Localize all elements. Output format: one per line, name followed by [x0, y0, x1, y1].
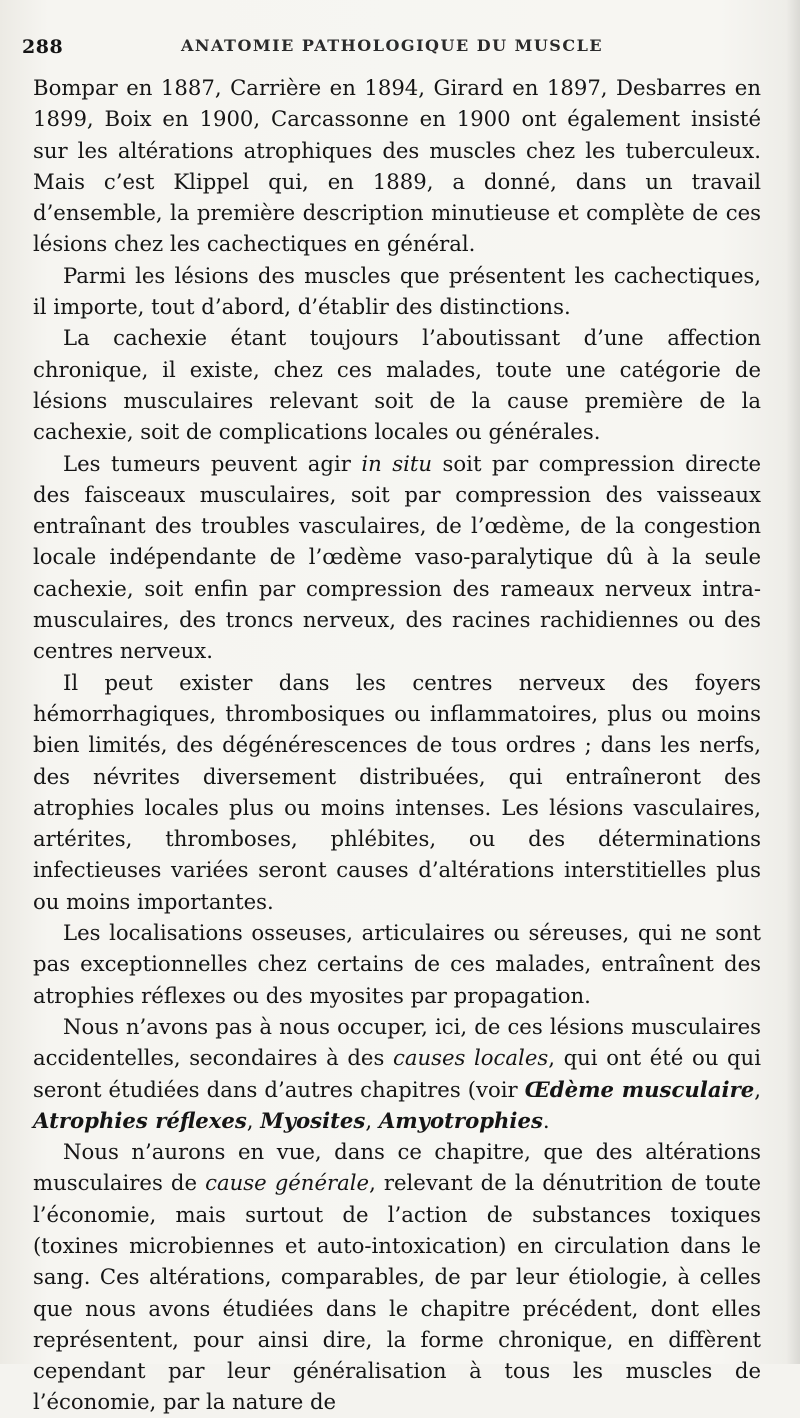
text-run: Nous n’avons pas à nous occuper, ici, de ces lésions musculaires accidentelles, secondaires à des [33, 1013, 761, 1071]
text-run: Bompar en 1887, Carrière en 1894, Girard en 1897, Desbarres en 1899, Boix en 1900, Carcassonne en 1900 ont également insisté sur les altérations atrophiques des muscles chez les tuberculeux. Mais c’est Klippel qui, en 1889, a donné, dans un travail d’ensemble, la première description minutieuse et complète de ces lésions chez les cachectiques en général. [33, 75, 761, 257]
text-run: Nous n’aurons en vue, dans ce chapitre, que des altérations musculaires de [33, 1139, 761, 1196]
text-run: soit par compression directe des faisceaux musculaires, soit par compression des vaisseaux entraînant des troubles vasculaires, de l’œdème, de la congestion locale indépendante de l’œdème vaso-paralytique dû à la seule cachexie, soit enfin par compression des rameaux nerveux intra-musculaires, des troncs nerveux, des racines rachidiennes ou des centres nerveux. [33, 450, 762, 664]
paragraph [33, 1011, 761, 1136]
page-header [22, 28, 762, 58]
text-run: Les tumeurs peuvent agir [63, 450, 362, 476]
body-text [33, 72, 761, 1418]
text-run: . [542, 1107, 550, 1133]
italic-text: Amyotrophies [378, 1107, 543, 1133]
running-title: ANATOMIE PATHOLOGIQUE DU MUSCLE [180, 36, 604, 55]
italic-text: Myosites [260, 1107, 366, 1133]
text-run: , qui ont été ou qui seront étudiées dans d’autres chapitres (voir [33, 1045, 761, 1102]
paragraph [33, 1136, 761, 1418]
text-run: Les localisations osseuses, articulaires ou séreuses, qui ne sont pas exceptionnelles chez certains de ces malades, entraînent des atrophies réflexes ou des myosites par propagation. [33, 920, 761, 1008]
text-run: , [365, 1107, 379, 1133]
text-run: , relevant de la dénutrition de toute l’économie, mais surtout de l’action de substances toxiques (toxines microbiennes et auto-intoxication) en circulation dans le sang. Ces altérations, comparables, de par leur étiologie, à celles que nous avons étudiées dans le chapitre précédent, dont elles représentent, pour ainsi dire, la forme chronique, en diffèrent cependant par leur généralisation à tous les muscles de l’économie, par la nature de [33, 1170, 761, 1415]
paragraph [33, 72, 761, 260]
italic-text: in situ [361, 450, 433, 476]
paragraph [33, 448, 761, 667]
text-run: La cachexie étant toujours l’aboutissant d’une affection chronique, il existe, chez ces malades, toute une catégorie de lésions musculaires relevant soit de la cause première de la cachexie, soit de complications locales ou générales. [33, 325, 761, 445]
scan-edge-shadow [786, 0, 800, 1364]
text-run: , [246, 1107, 261, 1133]
paragraph [33, 260, 761, 323]
page-number: 288 [22, 36, 64, 58]
italic-text: cause générale [205, 1170, 370, 1196]
paragraph [33, 917, 761, 1011]
italic-text: causes locales [392, 1045, 549, 1071]
text-run: Il peut exister dans les centres nerveux des foyers hémorrhagiques, thrombosiques ou inflammatoires, plus ou moins bien limités, des dégénérescences de tous ordres ; dans les nerfs, des névrites diversement distribuées, qui entraîneront des atrophies locales plus ou moins intenses. Les lésions vasculaires, artérites, thromboses, phlébites, ou des déterminations infectieuses variées seront causes d’altérations interstitielles plus ou moins importantes. [33, 669, 761, 914]
italic-text: Œdème musculaire [524, 1076, 755, 1102]
italic-text: Atrophies réflexes [33, 1107, 247, 1133]
paragraph [33, 322, 761, 447]
text-run: , [754, 1076, 761, 1102]
paragraph [33, 667, 761, 917]
text-run: Parmi les lésions des muscles que présentent les cachectiques, il importe, tout d’abord, d’établir des distinctions. [33, 262, 761, 320]
